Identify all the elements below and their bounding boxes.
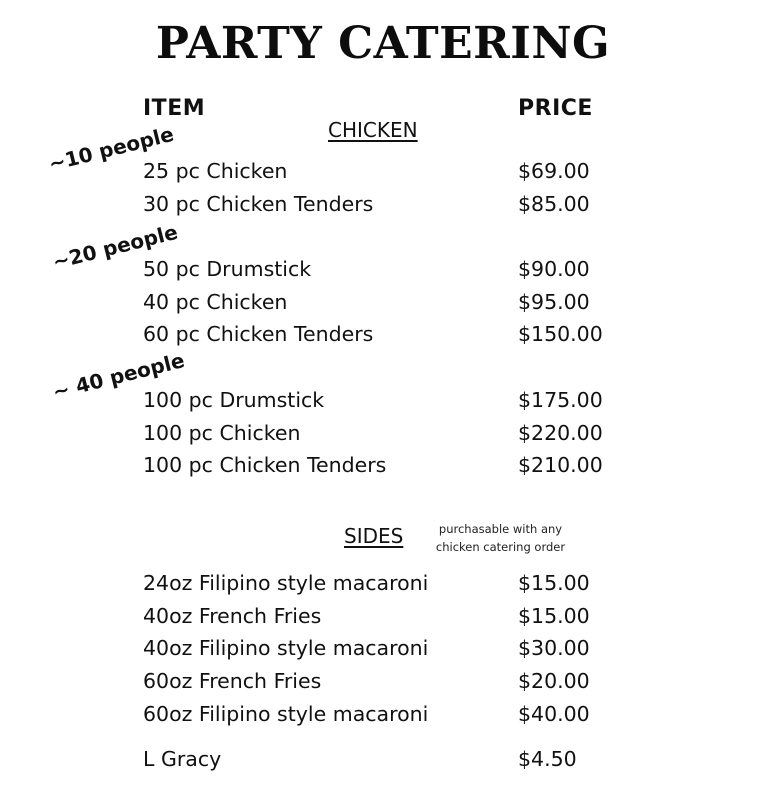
menu-row <box>143 601 623 631</box>
menu-row <box>143 254 623 284</box>
menu-row <box>143 319 623 349</box>
group-label-40-people: ~ 40 people <box>50 348 187 404</box>
item-name: 60 pc Chicken Tenders <box>143 322 374 346</box>
item-name: 40 pc Chicken <box>143 290 288 314</box>
group-label-20-people: ~20 people <box>50 219 181 274</box>
item-name: 100 pc Chicken Tenders <box>143 453 387 477</box>
item-price: $15.00 <box>518 571 590 595</box>
menu-row <box>143 156 623 186</box>
item-price: $69.00 <box>518 159 590 183</box>
item-name: 40oz French Fries <box>143 604 322 628</box>
price-column-header: PRICE <box>518 96 593 121</box>
item-price: $90.00 <box>518 257 590 281</box>
menu-row <box>143 189 623 219</box>
group-label-10-people: ~10 people <box>46 121 177 176</box>
item-price: $85.00 <box>518 192 590 216</box>
menu-row <box>143 744 623 774</box>
item-column-header: ITEM <box>143 96 206 121</box>
item-name: L Gracy <box>143 747 222 771</box>
item-name: 50 pc Drumstick <box>143 257 312 281</box>
item-name: 40oz Filipino style macaroni <box>143 636 429 660</box>
item-name: 60oz French Fries <box>143 669 322 693</box>
sides-note-line: purchasable with any <box>438 522 563 536</box>
item-price: $95.00 <box>518 290 590 314</box>
menu-row <box>143 666 623 696</box>
item-name: 24oz Filipino style macaroni <box>143 571 429 595</box>
item-price: $220.00 <box>518 421 603 445</box>
page-title: PARTY CATERING <box>155 18 611 69</box>
menu-row <box>143 418 623 448</box>
item-price: $15.00 <box>518 604 590 628</box>
item-name: 30 pc Chicken Tenders <box>143 192 374 216</box>
item-price: $4.50 <box>518 747 577 771</box>
sides-section-title: SIDES <box>344 524 404 548</box>
chicken-section-title: CHICKEN <box>328 118 418 142</box>
menu-row <box>143 568 623 598</box>
menu-row <box>143 385 623 415</box>
menu-row <box>143 699 623 729</box>
item-price: $30.00 <box>518 636 590 660</box>
item-price: $210.00 <box>518 453 603 477</box>
item-name: 25 pc Chicken <box>143 159 288 183</box>
item-name: 100 pc Chicken <box>143 421 301 445</box>
sides-note <box>428 520 573 556</box>
item-price: $175.00 <box>518 388 603 412</box>
item-price: $150.00 <box>518 322 603 346</box>
item-price: $20.00 <box>518 669 590 693</box>
menu-row <box>143 287 623 317</box>
item-price: $40.00 <box>518 702 590 726</box>
sides-note-line: chicken catering order <box>435 540 566 554</box>
menu-row <box>143 633 623 663</box>
item-name: 60oz Filipino style macaroni <box>143 702 429 726</box>
menu-row <box>143 450 623 480</box>
item-name: 100 pc Drumstick <box>143 388 325 412</box>
